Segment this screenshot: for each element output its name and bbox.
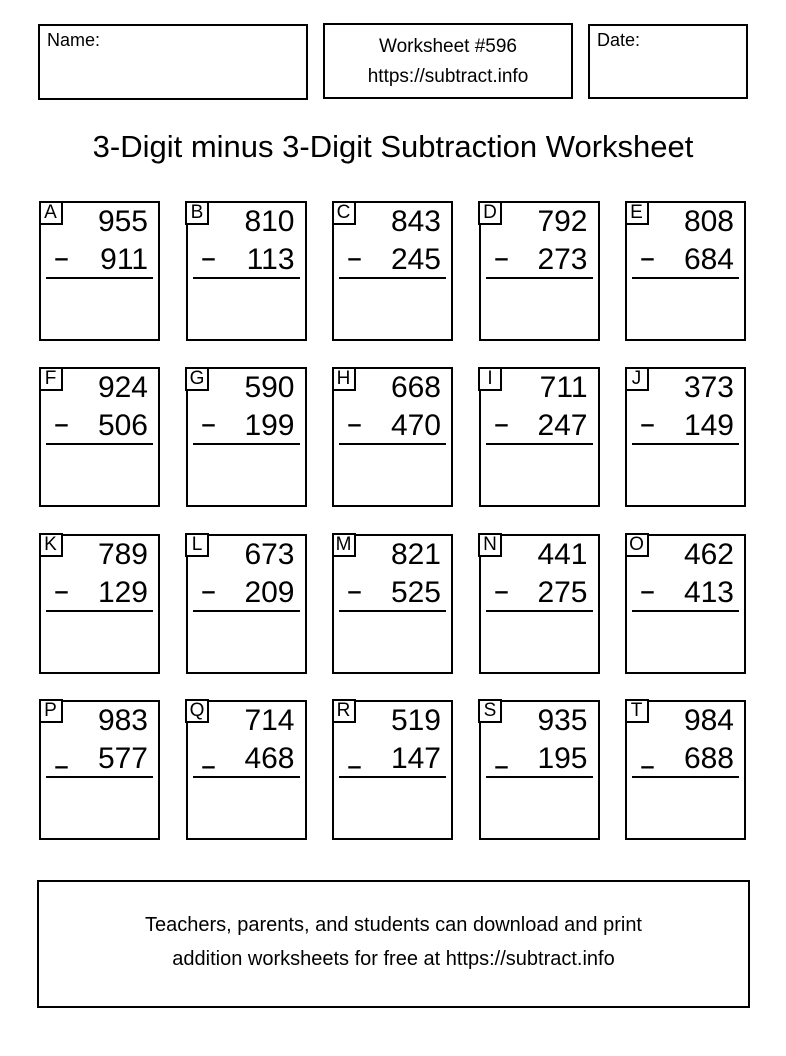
problem-numbers xyxy=(334,702,451,782)
minuend: 983 xyxy=(97,703,148,737)
footer-line-1: Teachers, parents, and students can download and print xyxy=(145,914,642,936)
problem-letter: Q xyxy=(189,700,205,722)
minus-sign: - xyxy=(53,241,70,274)
minus-sign: - xyxy=(492,573,510,607)
subtrahend: 525 xyxy=(390,575,441,609)
subtrahend-row xyxy=(637,407,734,445)
subtrahend: 506 xyxy=(97,409,148,443)
minuend: 714 xyxy=(244,703,295,737)
subtrahend-row xyxy=(637,574,734,612)
subtrahend: 195 xyxy=(537,741,588,775)
subtrahend: 413 xyxy=(683,575,734,609)
minuend: 810 xyxy=(244,205,295,238)
problem-cell xyxy=(479,201,600,341)
minuend-row xyxy=(491,536,588,574)
minuend-row xyxy=(198,702,295,740)
worksheet-url: https://subtract.info xyxy=(367,66,529,87)
minuend-row xyxy=(491,369,588,407)
minus-sign: - xyxy=(53,748,70,782)
problem-cell xyxy=(39,700,160,840)
minus-sign: - xyxy=(492,748,510,782)
minus-sign: - xyxy=(346,241,363,274)
subtrahend-row xyxy=(344,241,441,279)
minuend-row xyxy=(198,203,295,241)
problem-letter: G xyxy=(189,367,205,389)
problem-cell xyxy=(332,534,453,674)
minuend: 792 xyxy=(537,205,588,238)
subtrahend: 470 xyxy=(390,409,441,443)
name-label: Name: xyxy=(47,30,101,50)
problem-letter: C xyxy=(336,201,351,223)
subtrahend-row xyxy=(198,407,295,445)
footer-box xyxy=(37,880,750,1008)
minuend-row xyxy=(198,369,295,407)
problem-cell xyxy=(332,700,453,840)
problem-numbers xyxy=(41,702,158,782)
subtrahend: 247 xyxy=(537,409,588,443)
minuend: 373 xyxy=(683,371,734,405)
subtrahend: 129 xyxy=(97,575,148,609)
problem-numbers xyxy=(41,536,158,612)
subtrahend-row xyxy=(344,574,441,612)
subtrahend-row xyxy=(198,574,295,612)
minus-sign: - xyxy=(492,241,510,274)
subtrahend-row xyxy=(344,740,441,782)
subtrahend: 149 xyxy=(683,409,734,443)
problem-letter: T xyxy=(630,700,643,722)
subtrahend-row xyxy=(51,241,148,279)
minuend: 441 xyxy=(537,537,588,571)
subtrahend-row xyxy=(637,241,734,279)
problem-letter: J xyxy=(631,367,642,389)
problem-cell xyxy=(625,201,746,341)
subtrahend-row xyxy=(491,407,588,445)
minus-sign: - xyxy=(346,573,363,607)
minus-sign: - xyxy=(492,407,510,441)
minuend: 668 xyxy=(390,371,441,405)
name-field-box xyxy=(38,24,308,100)
problem-letter: P xyxy=(44,700,57,722)
minuend-row xyxy=(344,203,441,241)
problem-letter: D xyxy=(483,201,497,223)
problem-letter: H xyxy=(336,367,351,389)
subtrahend-row xyxy=(51,407,148,445)
minuend: 955 xyxy=(97,205,148,238)
problem-numbers xyxy=(627,536,744,612)
problem-cell xyxy=(39,367,160,507)
date-field-box xyxy=(588,24,748,99)
problem-letter: F xyxy=(44,367,57,389)
subtrahend: 209 xyxy=(244,575,295,609)
minuend: 789 xyxy=(97,537,148,571)
footer-line-2: addition worksheets for free at https://subtract.info xyxy=(172,948,615,970)
subtrahend: 275 xyxy=(537,575,588,609)
problem-cell xyxy=(186,700,307,840)
minuend-row xyxy=(51,536,148,574)
problem-letter: L xyxy=(191,534,203,556)
problem-letter: A xyxy=(44,201,57,223)
minuend-row xyxy=(491,702,588,740)
minuend: 821 xyxy=(390,537,441,571)
problem-cell xyxy=(479,700,600,840)
minuend-row xyxy=(637,203,734,241)
problem-cell xyxy=(186,534,307,674)
problem-numbers xyxy=(627,702,744,782)
minuend-row xyxy=(637,369,734,407)
minus-sign: - xyxy=(639,748,656,782)
minus-sign: - xyxy=(639,407,656,441)
minus-sign: - xyxy=(639,241,656,274)
problem-letter: B xyxy=(190,201,204,223)
minuend-row xyxy=(344,536,441,574)
minuend: 984 xyxy=(683,703,734,737)
minuend: 808 xyxy=(683,205,734,238)
problem-numbers xyxy=(334,203,451,279)
minuend: 590 xyxy=(244,371,295,405)
problem-letter: N xyxy=(483,534,497,556)
problem-cell xyxy=(39,534,160,674)
problem-numbers xyxy=(627,369,744,445)
problem-numbers xyxy=(627,203,744,279)
problem-cell xyxy=(332,367,453,507)
subtrahend-row xyxy=(51,740,148,782)
minuend-row xyxy=(491,203,588,241)
minuend-row xyxy=(637,536,734,574)
problem-cell xyxy=(332,201,453,341)
date-label: Date: xyxy=(597,30,641,50)
worksheet-info-box xyxy=(323,23,573,99)
subtrahend-row xyxy=(344,407,441,445)
problem-numbers xyxy=(334,536,451,612)
subtrahend: 113 xyxy=(246,243,295,276)
minuend-row xyxy=(637,702,734,740)
minus-sign: - xyxy=(53,407,70,441)
subtrahend-row xyxy=(491,574,588,612)
minuend: 462 xyxy=(683,537,734,571)
minus-sign: - xyxy=(199,241,217,274)
minus-sign: - xyxy=(53,573,70,607)
problem-cell xyxy=(625,534,746,674)
minuend: 673 xyxy=(244,537,295,571)
problem-letter: R xyxy=(336,700,351,722)
subtrahend: 688 xyxy=(683,741,734,775)
problem-numbers xyxy=(188,536,305,612)
problem-cell xyxy=(186,367,307,507)
subtrahend: 273 xyxy=(537,243,588,276)
subtrahend-row xyxy=(491,740,588,782)
minus-sign: - xyxy=(199,748,217,782)
subtrahend-row xyxy=(198,241,295,279)
minuend: 935 xyxy=(537,703,588,737)
subtrahend-row xyxy=(637,740,734,782)
problem-letter: M xyxy=(335,534,352,556)
problem-cell xyxy=(479,534,600,674)
minus-sign: - xyxy=(346,407,363,441)
subtrahend: 199 xyxy=(244,409,295,443)
problem-numbers xyxy=(481,536,598,612)
subtrahend: 911 xyxy=(100,243,148,276)
problem-letter: O xyxy=(629,534,644,556)
problem-numbers xyxy=(481,203,598,279)
subtrahend: 684 xyxy=(683,243,734,276)
problem-letter: I xyxy=(487,367,493,389)
problem-numbers xyxy=(188,369,305,445)
minus-sign: - xyxy=(639,573,656,607)
minuend: 843 xyxy=(390,205,441,238)
problem-numbers xyxy=(481,369,598,445)
subtrahend: 468 xyxy=(244,741,295,775)
minus-sign: - xyxy=(346,748,363,782)
problem-letter: E xyxy=(630,201,643,223)
problem-numbers xyxy=(41,203,158,279)
minus-sign: - xyxy=(199,407,217,441)
worksheet-number: Worksheet #596 xyxy=(378,36,517,57)
problem-cell xyxy=(479,367,600,507)
minuend-row xyxy=(344,702,441,740)
subtrahend: 577 xyxy=(97,741,148,775)
minuend: 711 xyxy=(539,371,588,405)
problem-cell xyxy=(39,201,160,341)
problem-numbers xyxy=(334,369,451,445)
problem-numbers xyxy=(188,702,305,782)
minuend: 519 xyxy=(390,703,441,737)
minuend: 924 xyxy=(97,371,148,405)
page-title: 3-Digit minus 3-Digit Subtraction Worksheet xyxy=(92,129,694,164)
subtrahend-row xyxy=(198,740,295,782)
problem-cell xyxy=(625,367,746,507)
minuend-row xyxy=(344,369,441,407)
minuend-row xyxy=(51,203,148,241)
subtrahend-row xyxy=(51,574,148,612)
subtrahend: 147 xyxy=(390,741,441,775)
minuend-row xyxy=(198,536,295,574)
problem-cell xyxy=(186,201,307,341)
problem-cell xyxy=(625,700,746,840)
subtrahend: 245 xyxy=(390,243,441,276)
minuend-row xyxy=(51,369,148,407)
minus-sign: - xyxy=(199,573,217,607)
problem-letter: S xyxy=(483,700,497,722)
problem-numbers xyxy=(481,702,598,782)
problems-grid xyxy=(39,201,746,840)
subtrahend-row xyxy=(491,241,588,279)
problem-numbers xyxy=(188,203,305,279)
problem-numbers xyxy=(41,369,158,445)
minuend-row xyxy=(51,702,148,740)
problem-letter: K xyxy=(44,534,57,556)
